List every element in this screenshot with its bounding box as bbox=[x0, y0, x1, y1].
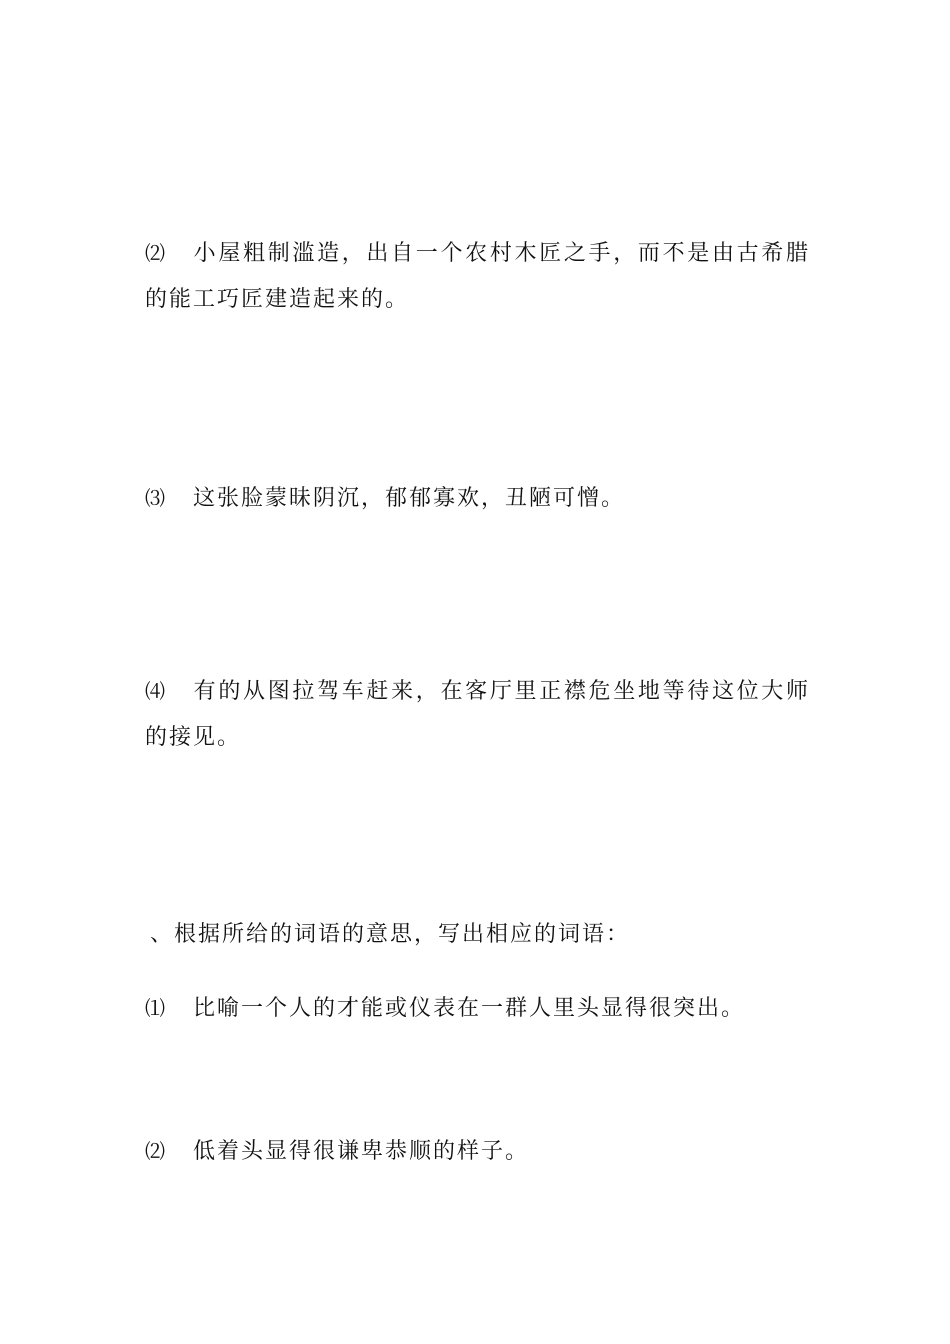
item-text: 小屋粗制滥造，出自一个农村木匠之手，而不是由古希腊的能工巧匠建造起来的。 bbox=[145, 241, 810, 312]
item-number: ⑷ bbox=[145, 679, 165, 703]
item-text: 这张脸蒙昧阴沉，郁郁寡欢，丑陋可憎。 bbox=[193, 486, 626, 511]
sentence-item-4 bbox=[145, 668, 810, 761]
sentence-item-2 bbox=[145, 230, 810, 323]
item-text: 低着头显得很谦卑恭顺的样子。 bbox=[193, 1139, 530, 1164]
item-number: ⑴ bbox=[145, 996, 165, 1020]
item-text: 有的从图拉驾车赶来，在客厅里正襟危坐地等待这位大师的接见。 bbox=[145, 679, 810, 750]
item-text: 比喻一个人的才能或仪表在一群人里头显得很突出。 bbox=[193, 996, 746, 1021]
section-heading: 、根据所给的词语的意思，写出相应的词语： bbox=[150, 922, 631, 947]
item-number: ⑵ bbox=[145, 1139, 165, 1163]
item-number: ⑶ bbox=[145, 486, 165, 510]
item-number: ⑵ bbox=[145, 241, 165, 265]
sentence-item-3 bbox=[145, 475, 810, 522]
definition-item-1 bbox=[145, 985, 810, 1032]
definition-item-2 bbox=[145, 1128, 810, 1175]
